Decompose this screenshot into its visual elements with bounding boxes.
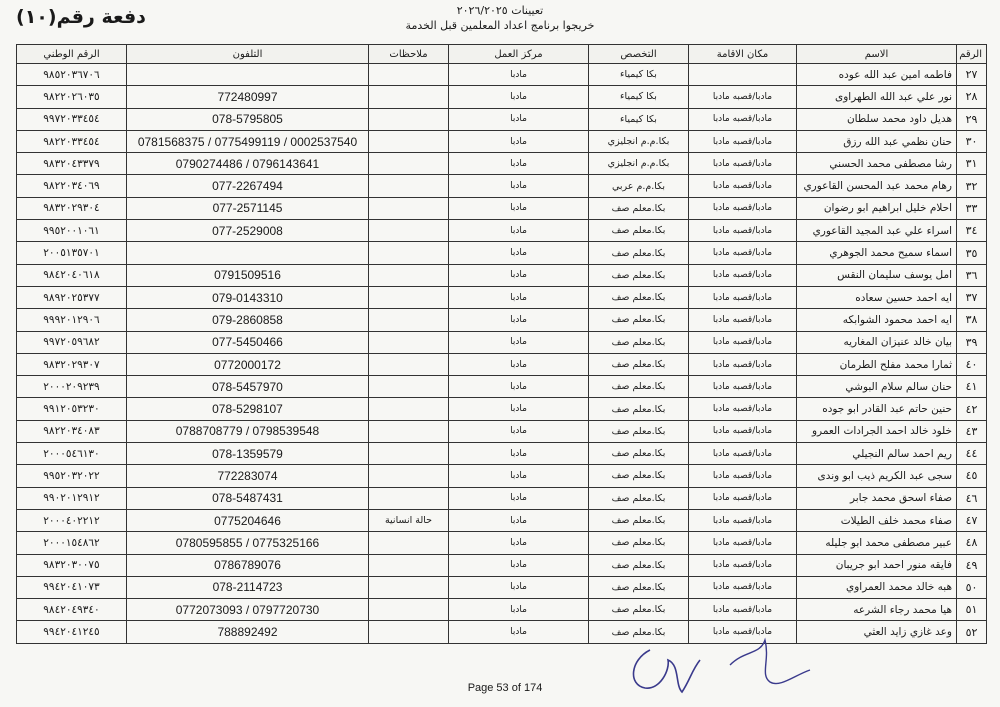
row-num: ٣٥ (957, 242, 987, 264)
row-specialization: بكا.معلم صف (589, 242, 689, 264)
row-national-id: ٩٨٩٢٠٢٥٣٧٧ (17, 286, 127, 308)
row-name: صفاء محمد خلف الطيلات (797, 509, 957, 531)
row-phone: 0781568375 / 0775499119 / 0002537540 (127, 130, 369, 152)
row-phone: 0775204646 (127, 509, 369, 531)
row-workplace: مادبا (449, 376, 589, 398)
table-row (17, 286, 987, 308)
row-phone: 078-2114723 (127, 576, 369, 598)
row-national-id: ٩٩٧٢٠٥٩٦٨٢ (17, 331, 127, 353)
appointments-table (16, 44, 987, 644)
document-title: تعيينات ٢٠٢٦/٢٠٢٥ (456, 4, 544, 17)
row-num: ٣٣ (957, 197, 987, 219)
row-name: بيان خالد عنيزان المغاريه (797, 331, 957, 353)
table-row (17, 264, 987, 286)
row-notes (369, 130, 449, 152)
row-specialization: بكا.م.م عربي (589, 175, 689, 197)
row-phone: 0790274486 / 0796143641 (127, 153, 369, 175)
row-national-id: ٩٩٥٢٠٠١٠٦١ (17, 220, 127, 242)
row-residence: مادبا/قصبه مادبا (689, 532, 797, 554)
row-name: فايقه منور احمد ابو جريبان (797, 554, 957, 576)
row-name: ايه احمد محمود الشوابكه (797, 309, 957, 331)
row-workplace: مادبا (449, 197, 589, 219)
row-notes (369, 599, 449, 621)
signature-image (620, 630, 820, 700)
row-national-id: ٩٨٣٢٠٢٩٣٠٤ (17, 197, 127, 219)
row-workplace: مادبا (449, 286, 589, 308)
row-name: اسماء سميح محمد الجوهري (797, 242, 957, 264)
row-workplace: مادبا (449, 108, 589, 130)
row-specialization: بكا.معلم صف (589, 197, 689, 219)
row-num: ٣٨ (957, 309, 987, 331)
row-num: ٤٦ (957, 487, 987, 509)
row-workplace: مادبا (449, 153, 589, 175)
row-num: ٣٠ (957, 130, 987, 152)
row-workplace: مادبا (449, 465, 589, 487)
col-header-specialization: التخصص (589, 45, 689, 64)
row-national-id: ٩٩٠٢٠١٢٩١٢ (17, 487, 127, 509)
row-phone: 772283074 (127, 465, 369, 487)
row-residence: مادبا/قصبه مادبا (689, 175, 797, 197)
row-residence: مادبا/قصبه مادبا (689, 599, 797, 621)
row-specialization: بكا.معلم صف (589, 420, 689, 442)
row-residence: مادبا/قصبه مادبا (689, 621, 797, 643)
row-phone: 0780595855 / 0775325166 (127, 532, 369, 554)
row-notes (369, 153, 449, 175)
table-row (17, 376, 987, 398)
row-num: ٣٢ (957, 175, 987, 197)
row-notes (369, 353, 449, 375)
row-notes (369, 465, 449, 487)
row-workplace: مادبا (449, 130, 589, 152)
row-num: ٢٨ (957, 86, 987, 108)
row-national-id: ٩٩١٢٠٥٣٢٣٠ (17, 398, 127, 420)
row-residence: مادبا/قصبه مادبا (689, 242, 797, 264)
row-name: صفاء اسحق محمد جابر (797, 487, 957, 509)
row-workplace: مادبا (449, 220, 589, 242)
row-num: ٤٥ (957, 465, 987, 487)
row-residence: مادبا/قصبه مادبا (689, 509, 797, 531)
row-national-id: ٢٠٠٠٢٠٩٢٣٩ (17, 376, 127, 398)
table-row (17, 331, 987, 353)
table-row (17, 108, 987, 130)
row-phone: 772480997 (127, 86, 369, 108)
row-workplace: مادبا (449, 353, 589, 375)
row-phone: 077-2571145 (127, 197, 369, 219)
row-specialization: بكا.معلم صف (589, 220, 689, 242)
row-specialization: بكا.م.م انجليزي (589, 130, 689, 152)
row-notes (369, 554, 449, 576)
row-residence: مادبا/قصبه مادبا (689, 376, 797, 398)
table-row (17, 220, 987, 242)
row-national-id: ٩٨٣٢٠٢٩٣٠٧ (17, 353, 127, 375)
row-workplace: مادبا (449, 398, 589, 420)
row-workplace: مادبا (449, 64, 589, 86)
table-row (17, 509, 987, 531)
table-row (17, 487, 987, 509)
row-notes (369, 309, 449, 331)
row-residence: مادبا/قصبه مادبا (689, 465, 797, 487)
row-notes (369, 108, 449, 130)
row-phone: 077-2267494 (127, 175, 369, 197)
row-phone: 077-5450466 (127, 331, 369, 353)
row-workplace: مادبا (449, 264, 589, 286)
row-name: سجى عبد الكريم ذيب ابو وندى (797, 465, 957, 487)
row-name: امل يوسف سليمان النقس (797, 264, 957, 286)
col-header-num: الرقم (957, 45, 987, 64)
row-specialization: بكا.م.م انجليزي (589, 153, 689, 175)
table-row (17, 465, 987, 487)
row-notes (369, 532, 449, 554)
row-phone (127, 242, 369, 264)
row-residence: مادبا/قصبه مادبا (689, 331, 797, 353)
row-num: ٤٢ (957, 398, 987, 420)
row-num: ٢٩ (957, 108, 987, 130)
row-name: ريم احمد سالم النجيلي (797, 443, 957, 465)
row-phone: 078-5457970 (127, 376, 369, 398)
row-notes: حالة انسانية (369, 509, 449, 531)
row-num: ٣٧ (957, 286, 987, 308)
row-residence: مادبا/قصبه مادبا (689, 443, 797, 465)
row-workplace: مادبا (449, 621, 589, 643)
row-residence: مادبا/قصبه مادبا (689, 487, 797, 509)
table-row (17, 64, 987, 86)
row-workplace: مادبا (449, 532, 589, 554)
row-num: ٤٣ (957, 420, 987, 442)
row-specialization: بكا.معلم صف (589, 309, 689, 331)
row-notes (369, 443, 449, 465)
document-subtitle: خريجوا برنامج اعداد المعلمين قبل الخدمة (405, 19, 595, 32)
row-phone: 078-5298107 (127, 398, 369, 420)
row-num: ٣٩ (957, 331, 987, 353)
row-workplace: مادبا (449, 576, 589, 598)
row-num: ٤٠ (957, 353, 987, 375)
row-specialization: بكا.معلم صف (589, 509, 689, 531)
row-residence (689, 64, 797, 86)
col-header-workplace: مركز العمل (449, 45, 589, 64)
row-phone: 078-1359579 (127, 443, 369, 465)
row-residence: مادبا/قصبه مادبا (689, 576, 797, 598)
table-row (17, 130, 987, 152)
col-header-national-id: الرقم الوطني (17, 45, 127, 64)
row-num: ٥٢ (957, 621, 987, 643)
row-num: ٤٨ (957, 532, 987, 554)
row-workplace: مادبا (449, 420, 589, 442)
row-name: فاطمه امين عبد الله عوده (797, 64, 957, 86)
row-name: احلام خليل ابراهيم ابو رضوان (797, 197, 957, 219)
row-specialization: بكا.معلم صف (589, 621, 689, 643)
table-row (17, 532, 987, 554)
row-name: رهام محمد عبد المحسن القاعوري (797, 175, 957, 197)
table-row (17, 86, 987, 108)
row-national-id: ٢٠٠٠٥٤٦١٣٠ (17, 443, 127, 465)
row-national-id: ٢٠٠٥١٣٥٧٠١ (17, 242, 127, 264)
row-name: حنين حاتم عبد القادر ابو جوده (797, 398, 957, 420)
row-national-id: ٩٩٤٢٠٤١٢٤٥ (17, 621, 127, 643)
row-specialization: بكا كيمياء (589, 86, 689, 108)
row-residence: مادبا/قصبه مادبا (689, 554, 797, 576)
row-national-id: ٩٩٥٢٠٣٢٠٢٢ (17, 465, 127, 487)
row-specialization: بكا.معلم صف (589, 264, 689, 286)
row-name: اسراء علي عبد المجيد القاعوري (797, 220, 957, 242)
row-specialization: بكا.معلم صف (589, 443, 689, 465)
row-specialization: بكا.معلم صف (589, 532, 689, 554)
row-residence: مادبا/قصبه مادبا (689, 309, 797, 331)
row-notes (369, 621, 449, 643)
row-residence: مادبا/قصبه مادبا (689, 130, 797, 152)
row-notes (369, 398, 449, 420)
row-name: هيا محمد رجاء الشرعه (797, 599, 957, 621)
col-header-name: الاسم (797, 45, 957, 64)
row-national-id: ٩٨٣٢٠٣٠٠٧٥ (17, 554, 127, 576)
page-number: Page 53 of 174 (467, 682, 543, 694)
row-national-id: ٢٠٠٠٤٠٢٢١٢ (17, 509, 127, 531)
row-phone: 788892492 (127, 621, 369, 643)
table-row (17, 398, 987, 420)
row-phone: 078-5795805 (127, 108, 369, 130)
table-row (17, 309, 987, 331)
row-residence: مادبا/قصبه مادبا (689, 264, 797, 286)
table-row (17, 554, 987, 576)
row-phone: 079-2860858 (127, 309, 369, 331)
row-workplace: مادبا (449, 554, 589, 576)
row-phone: 0772073093 / 0797720730 (127, 599, 369, 621)
table-row (17, 599, 987, 621)
table-row (17, 576, 987, 598)
row-name: ثمارا محمد مفلح الطرمان (797, 353, 957, 375)
row-notes (369, 331, 449, 353)
row-num: ٣٤ (957, 220, 987, 242)
row-residence: مادبا/قصبه مادبا (689, 86, 797, 108)
table-row (17, 175, 987, 197)
row-name: ايه احمد حسين سعاده (797, 286, 957, 308)
row-notes (369, 420, 449, 442)
row-residence: مادبا/قصبه مادبا (689, 197, 797, 219)
row-specialization: بكا.معلم صف (589, 353, 689, 375)
row-national-id: ٩٨٤٢٠٤٩٣٤٠ (17, 599, 127, 621)
row-residence: مادبا/قصبه مادبا (689, 398, 797, 420)
row-notes (369, 220, 449, 242)
row-national-id: ٩٨٤٢٠٤٠٦١٨ (17, 264, 127, 286)
row-name: نور علي عبد الله الطهراوى (797, 86, 957, 108)
row-workplace: مادبا (449, 509, 589, 531)
row-specialization: بكا.معلم صف (589, 487, 689, 509)
row-name: رشا مصطفى محمد الحسني (797, 153, 957, 175)
row-workplace: مادبا (449, 175, 589, 197)
batch-number: دفعة رقم(١٠) (16, 6, 146, 28)
row-phone: 078-5487431 (127, 487, 369, 509)
row-workplace: مادبا (449, 242, 589, 264)
row-specialization: بكا.معلم صف (589, 576, 689, 598)
row-national-id: ٩٨٢٢٠٣٤٠٨٣ (17, 420, 127, 442)
row-residence: مادبا/قصبه مادبا (689, 220, 797, 242)
row-specialization: بكا.معلم صف (589, 398, 689, 420)
row-workplace: مادبا (449, 443, 589, 465)
row-workplace: مادبا (449, 331, 589, 353)
table-row (17, 242, 987, 264)
row-specialization: بكا.معلم صف (589, 465, 689, 487)
row-national-id: ٩٩٤٢٠٤١٠٧٣ (17, 576, 127, 598)
row-name: حنان سالم سلام البوشي (797, 376, 957, 398)
col-header-notes: ملاحظات (369, 45, 449, 64)
row-phone: 077-2529008 (127, 220, 369, 242)
row-specialization: بكا.معلم صف (589, 331, 689, 353)
row-phone: 0772000172 (127, 353, 369, 375)
table-row (17, 353, 987, 375)
row-workplace: مادبا (449, 487, 589, 509)
row-num: ٥٠ (957, 576, 987, 598)
row-phone: 0791509516 (127, 264, 369, 286)
row-residence: مادبا/قصبه مادبا (689, 153, 797, 175)
row-num: ٢٧ (957, 64, 987, 86)
row-national-id: ٩٩٧٢٠٣٣٤٥٤ (17, 108, 127, 130)
row-specialization: بكا كيمياء (589, 64, 689, 86)
row-specialization: بكا.معلم صف (589, 376, 689, 398)
row-notes (369, 86, 449, 108)
row-num: ٤١ (957, 376, 987, 398)
table-row (17, 197, 987, 219)
table-row (17, 153, 987, 175)
row-specialization: بكا.معلم صف (589, 286, 689, 308)
row-national-id: ٩٩٩٢٠١٢٩٠٦ (17, 309, 127, 331)
row-residence: مادبا/قصبه مادبا (689, 108, 797, 130)
row-num: ٥١ (957, 599, 987, 621)
row-specialization: بكا كيمياء (589, 108, 689, 130)
row-phone: 0786789076 (127, 554, 369, 576)
row-notes (369, 197, 449, 219)
table-row (17, 420, 987, 442)
col-header-residence: مكان الاقامة (689, 45, 797, 64)
row-national-id: ٩٨٢٢٠٣٤٠٦٩ (17, 175, 127, 197)
row-notes (369, 376, 449, 398)
row-notes (369, 64, 449, 86)
row-name: خلود خالد احمد الجرادات العمرو (797, 420, 957, 442)
col-header-phone: التلفون (127, 45, 369, 64)
row-notes (369, 175, 449, 197)
row-name: هبه خالد محمد العمراوي (797, 576, 957, 598)
row-specialization: بكا.معلم صف (589, 599, 689, 621)
row-residence: مادبا/قصبه مادبا (689, 286, 797, 308)
row-specialization: بكا.معلم صف (589, 554, 689, 576)
row-notes (369, 242, 449, 264)
row-notes (369, 487, 449, 509)
row-phone: 079-0143310 (127, 286, 369, 308)
row-residence: مادبا/قصبه مادبا (689, 420, 797, 442)
table-row (17, 443, 987, 465)
row-num: ٤٩ (957, 554, 987, 576)
row-name: هديل داود محمد سلطان (797, 108, 957, 130)
row-national-id: ٢٠٠٠١٥٤٨٦٢ (17, 532, 127, 554)
row-national-id: ٩٨٢٢٠٢٦٠٣٥ (17, 86, 127, 108)
table-header-row (17, 45, 987, 64)
row-notes (369, 576, 449, 598)
row-num: ٣٦ (957, 264, 987, 286)
row-national-id: ٩٨٣٢٠٤٣٣٧٩ (17, 153, 127, 175)
row-notes (369, 286, 449, 308)
row-national-id: ٩٨٥٢٠٣٦٧٠٦ (17, 64, 127, 86)
table-row (17, 621, 987, 643)
row-name: حنان نظمي عبد الله رزق (797, 130, 957, 152)
row-num: ٣١ (957, 153, 987, 175)
row-notes (369, 264, 449, 286)
row-workplace: مادبا (449, 599, 589, 621)
row-num: ٤٧ (957, 509, 987, 531)
row-phone: 0788708779 / 0798539548 (127, 420, 369, 442)
row-phone (127, 64, 369, 86)
row-workplace: مادبا (449, 86, 589, 108)
row-name: عبير مصطفى محمد ابو جليله (797, 532, 957, 554)
row-national-id: ٩٨٢٢٠٣٣٤٥٤ (17, 130, 127, 152)
row-workplace: مادبا (449, 309, 589, 331)
row-num: ٤٤ (957, 443, 987, 465)
row-name: وعد غازي زايد العثي (797, 621, 957, 643)
row-residence: مادبا/قصبه مادبا (689, 353, 797, 375)
